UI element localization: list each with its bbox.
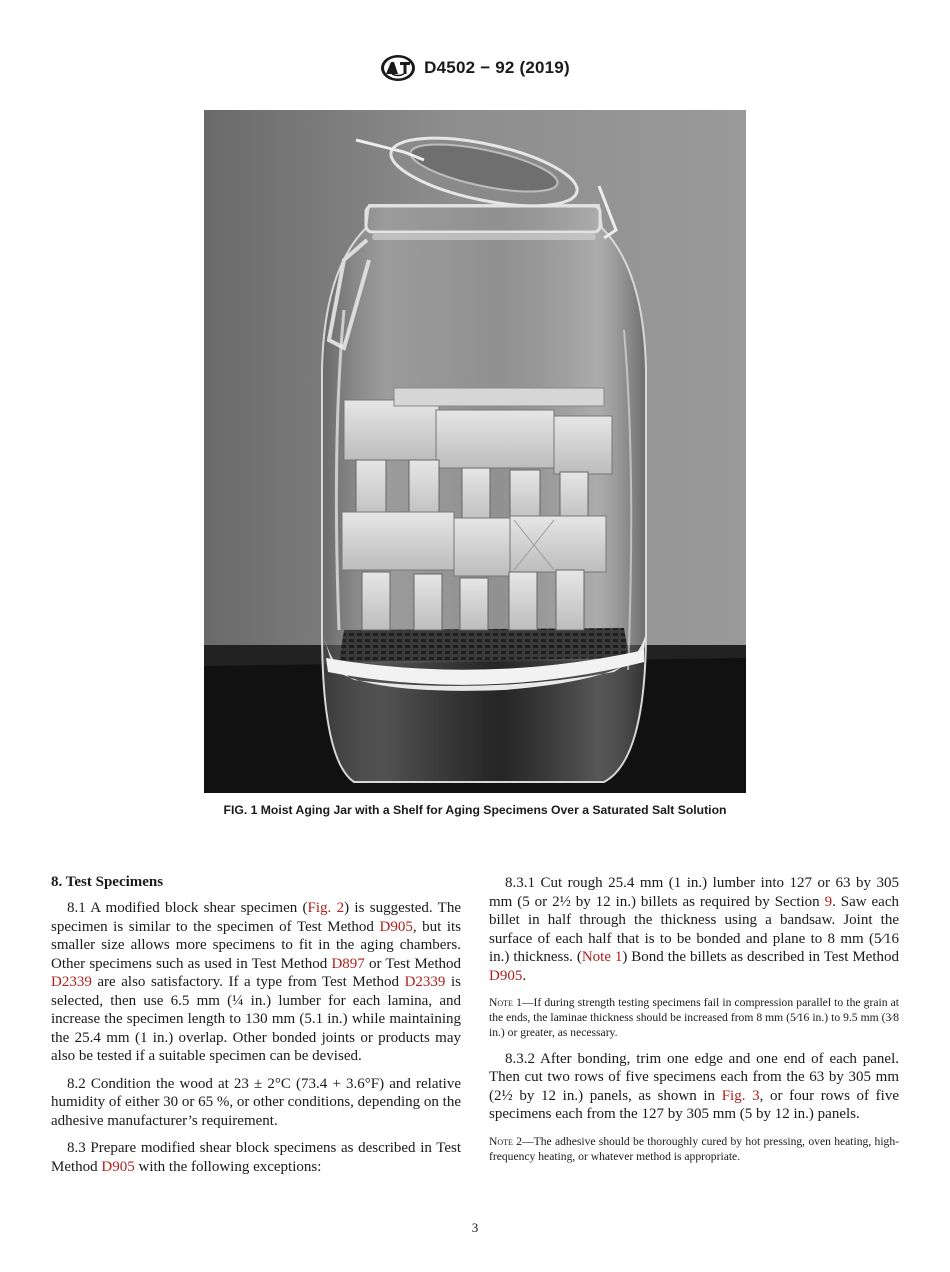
d2339-link[interactable]: D2339 <box>51 974 92 990</box>
page-number: 3 <box>471 1220 479 1235</box>
note-1: Note 1—If during strength testing specimens fail in compression parallel to the grain at the ends, the laminae thickness should be increased from 8 mm (5⁄16 in.) to 9.5 mm (3⁄8 in.) or greater, as necessary. <box>489 996 899 1040</box>
moist-aging-jar-image <box>204 110 746 793</box>
d897-link[interactable]: D897 <box>331 955 365 972</box>
fig-2-link[interactable]: Fig. 2 <box>307 900 345 916</box>
astm-logo-icon <box>380 54 416 82</box>
note-1-link[interactable]: Note 1 <box>581 949 623 965</box>
d905-link[interactable]: D905 <box>379 918 413 935</box>
d905-link-2[interactable]: D905 <box>101 1158 135 1175</box>
paragraph-8-3-1: 8.3.1 Cut rough 25.4 mm (1 in.) lumber into 127 or 63 by 305 mm (5 or 2½ by 12 in.) billets as required by Section 9. Saw each billet in half through the thickness using a bandsaw. Joint the surface of each half that is to be bonded and plane to 8 mm (5⁄16 in.) thickness. (Note 1) Bond the billets as described in Test Method D905. <box>489 875 899 984</box>
note-2: Note 2—The adhesive should be thoroughly cured by hot pressing, oven heating, high-frequency heating, or whatever method is appropriate. <box>489 1134 899 1163</box>
left-column <box>51 874 461 1185</box>
page-header <box>0 54 950 82</box>
d905-link-3[interactable]: D905 <box>489 967 523 984</box>
figure-1-caption: FIG. 1 Moist Aging Jar with a Shelf for Aging Specimens Over a Saturated Salt Solution <box>223 803 727 817</box>
section-8-heading: 8. Test Specimens <box>51 874 164 890</box>
paragraph-8-3: 8.3 Prepare modified shear block specimens as described in Test Method D905 with the following exceptions: <box>51 1140 461 1175</box>
paragraph-8-3-2: 8.3.2 After bonding, trim one edge and one end of each panel. Then cut two rows of five specimens each from the 63 by 305 mm (2½ by 12 in.) panels, as shown in Fig. 3, or four rows of five specimens each from the 127 by 305 mm (5 by 12 in.) panels. <box>489 1050 900 1123</box>
paragraph-8-1: 8.1 A modified block shear specimen (Fig. 2) is suggested. The specimen is similar to the specimen of Test Method D905, but its smaller size allows more specimens to fit in the aging chambers. Other specimens such as used in Test Method D897 or Test Method D2339 are also satisfactory. If a type from Test Method D2339 is selected, then use 6.5 mm (¼ in.) lumber for each lamina, and increase the specimen length to 130 mm (5.1 in.) while maintaining the 25.4 mm (1 in.) overlap. Other bonded joints or products may also be tested if a suitable specimen can be devised. <box>51 900 462 1064</box>
right-column <box>489 874 899 1173</box>
paragraph-8-2: 8.2 Condition the wood at 23 ± 2°C (73.4 + 3.6°F) and relative humidity of either 30 or 65 %, or other conditions, depending on the adhesive manufacturer’s requirement. <box>51 1075 461 1129</box>
fig-3-link[interactable]: Fig. 3 <box>721 1087 760 1104</box>
section-9-link[interactable]: 9 <box>824 893 833 910</box>
figure-1-photo <box>204 110 746 793</box>
d2339-link-2[interactable]: D2339 <box>404 974 446 990</box>
document-designation: D4502 − 92 (2019) <box>424 58 570 77</box>
